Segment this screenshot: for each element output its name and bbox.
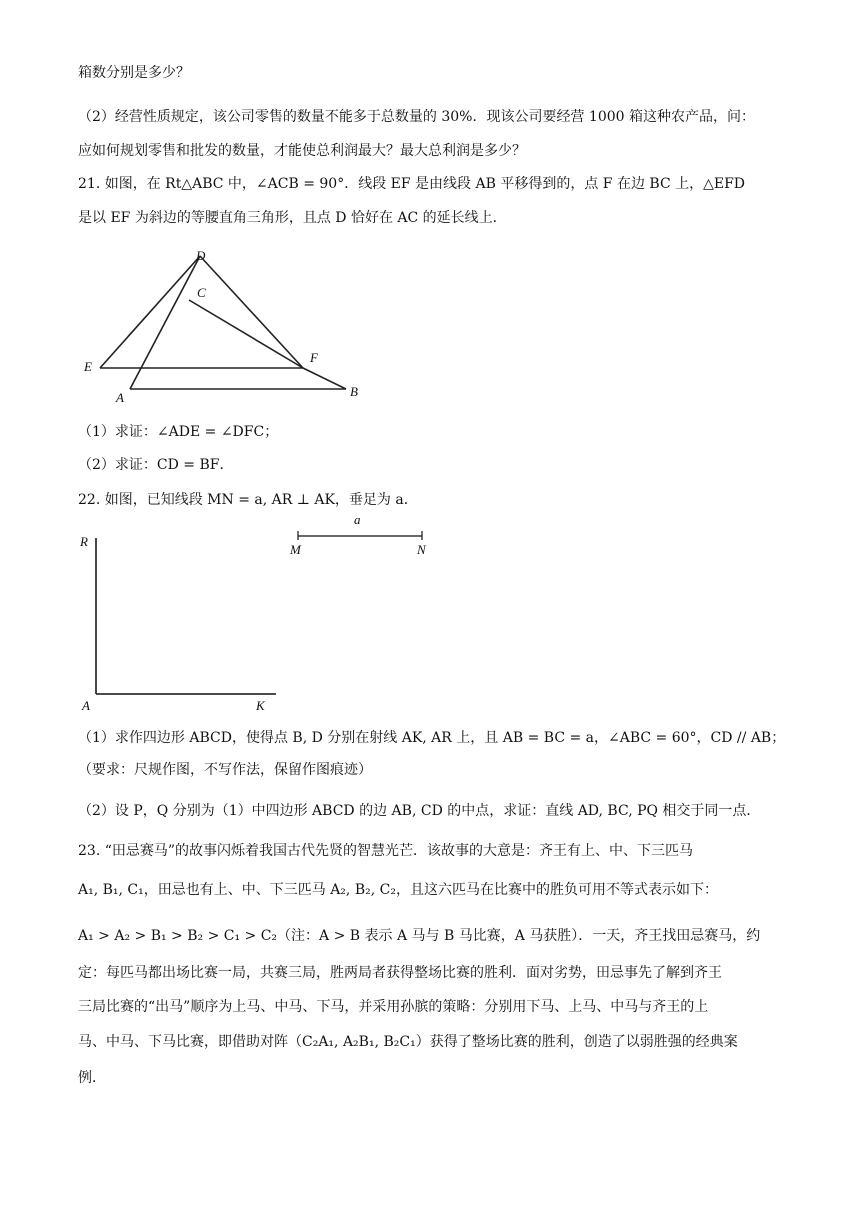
text-line-3: 应如何规划零售和批发的数量，才能使总利润最大？最大总利润是多少？ (78, 143, 526, 159)
segment-FB (303, 368, 346, 389)
question-22-part-2: （2）设 P，Q 分别为（1）中四边形 ABCD 的边 AB, CD 的中点，求证：直线 AD, BC, PQ 相交于同一点． (78, 803, 761, 819)
point-label-E: E (84, 359, 92, 374)
question-21-line-1: 21. 如图，在 Rt△ABC 中，∠ACB = 90°．线段 EF 是由线段 AB 平移得到的，点 F 在边 BC 上，△EFD (78, 176, 746, 192)
question-23-line-1: 23. “田忌赛马”的故事闪烁着我国古代先贤的智慧光芒．该故事的大意是：齐王有上、中、下三匹马 (78, 843, 694, 859)
point-label-B: B (350, 384, 358, 399)
question-22-requirement: （要求：尺规作图，不写作法，保留作图痕迹） (78, 762, 372, 778)
segment-CF (189, 300, 303, 368)
question-21-line-2: 是以 EF 为斜边的等腰直角三角形，且点 D 恰好在 AC 的延长线上． (78, 210, 507, 226)
point-label-K: K (256, 698, 265, 713)
question-21-part-2: （2）求证：CD = BF． (78, 457, 234, 473)
point-label-F: F (310, 350, 318, 365)
question-23-line-3: A₁ > A₂ > B₁ > B₂ > C₁ > C₂（注：A > B 表示 A 马与 B 马比赛，A 马获胜）．一天，齐王找田忌赛马，约 (78, 928, 761, 944)
text-line-2: （2）经营性质规定，该公司零售的数量不能多于总数量的 30%．现该公司要经营 1000 箱这种农产品，问： (78, 109, 756, 125)
question-21-part-1: （1）求证：∠ADE = ∠DFC； (78, 424, 279, 440)
point-label-A: A (116, 390, 124, 405)
question-23-line-2: A₁, B₁, C₁，田忌也有上、中、下三匹马 A₂, B₂, C₂，且这六匹马在比赛中的胜负可用不等式表示如下： (78, 882, 718, 898)
question-22-part-1: （1）求作四边形 ABCD，使得点 B, D 分别在射线 AK, AR 上，且 AB = BC = a，∠ABC = 60°，CD // AB； (78, 730, 786, 746)
figure-22-right-angle (88, 532, 288, 702)
segment-MN-figure (292, 528, 432, 548)
point-label-M: M (290, 542, 301, 557)
segment-label-a: a (354, 512, 361, 527)
question-23-line-6: 马、中马、下马比赛，即借助对阵（C₂A₁, A₂B₁, B₂C₁）获得了整场比赛的胜利，创造了以弱胜强的经典案 (78, 1034, 738, 1050)
point-label-A-2: A (82, 698, 90, 713)
question-22-line-1: 22. 如图，已知线段 MN = a, AR ⊥ AK，垂足为 a． (78, 492, 418, 508)
point-label-D: D (196, 248, 206, 263)
figure-21-triangle (78, 244, 378, 414)
question-23-line-5: 三局比赛的“出马”顺序为上马、中马、下马，并采用孙膑的策略：分别用下马、上马、中马与齐王的上 (78, 999, 709, 1015)
question-23-line-7: 例． (78, 1070, 106, 1086)
point-label-N: N (417, 542, 426, 557)
point-label-R: R (80, 534, 88, 549)
text-line-1: 箱数分别是多少？ (78, 65, 190, 81)
point-label-C: C (197, 285, 206, 300)
question-23-line-4: 定：每匹马都出场比赛一局，共赛三局，胜两局者获得整场比赛的胜利．面对劣势，田忌事先了解到齐王 (78, 965, 722, 981)
segment-DF (200, 256, 303, 368)
